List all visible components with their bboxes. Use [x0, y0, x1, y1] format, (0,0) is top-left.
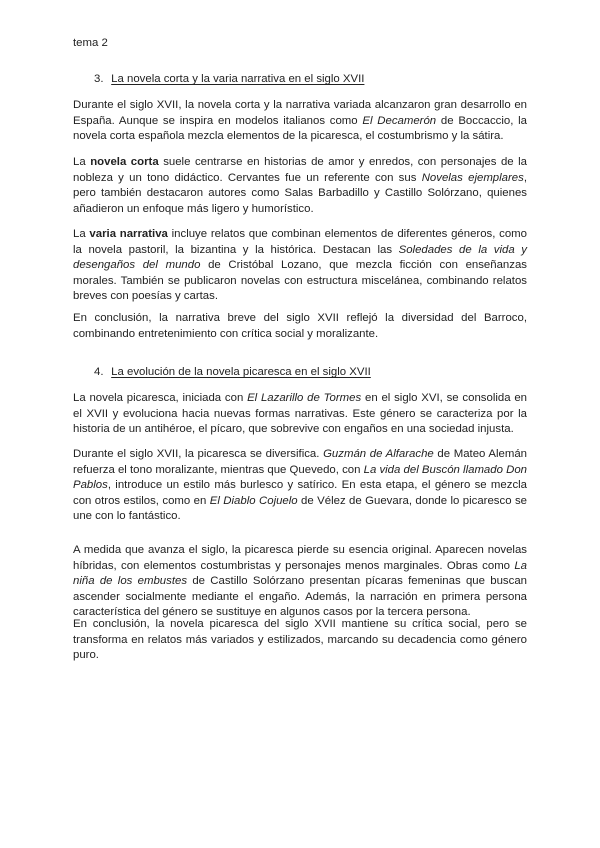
section-3-heading [94, 72, 364, 86]
text-run: de Castillo Solórzano presentan pícaras femeninas que buscan ascender socialmente mediante el engaño. Además, la narración en primera persona característica del género se sustituye en algunos casos por la tercera persona. [73, 575, 527, 619]
section-4-heading [94, 365, 371, 379]
section-3-number: 3. [94, 73, 104, 85]
text-run: de Mateo Alemán refuerza el tono moralizante, mientras que Quevedo, con [73, 448, 527, 476]
section-4-paragraph-2 [73, 447, 527, 525]
text-run: suele centrarse en historias de amor y enredos, con personajes de la nobleza y un tono didáctico. Cervantes fue un referente con sus [73, 156, 527, 184]
work-title: El Diablo Cojuelo [209, 494, 298, 507]
section-3-paragraph-1 [73, 98, 527, 145]
key-term: novela corta [90, 156, 159, 168]
section-3-paragraph-3 [73, 227, 527, 305]
page-header: tema 2 [73, 37, 108, 49]
text-run: , introduce un estilo más burlesco y satírico. En esta etapa, el género se mezcla con otros estilos, como en [73, 479, 527, 507]
section-4-paragraph-4: En conclusión, la novela picaresca del siglo XVII mantiene su crítica social, pero se transforma en relatos más variados y estilizados, marcando su decadencia como género puro. [73, 618, 527, 662]
work-title: Guzmán de Alfarache [323, 448, 434, 460]
work-title: El Lazarillo de Tormes [247, 392, 362, 404]
text-run: incluye relatos que combinan elementos de diferentes géneros, como la novela pastoril, la bizantina y la histórica. Destacan las [73, 228, 528, 256]
section-4-paragraph-3 [73, 543, 527, 621]
work-title: Novelas ejemplares [421, 171, 524, 184]
section-4-number: 4. [94, 366, 104, 378]
text-run: de Vélez de Guevara, donde lo picaresco se une con lo fantástico. [73, 494, 527, 523]
section-3-paragraph-2 [73, 155, 527, 217]
text-run: La novela picaresca, iniciada con [73, 392, 248, 404]
section-4-paragraph-1 [73, 391, 527, 438]
work-title: Soledades de la vida y desengaños del mundo [73, 243, 527, 272]
text-run: , pero también destacaron autores como Salas Barbadillo y Castillo Solórzano, quienes añadieron un enfoque más ligero y humorístico. [73, 171, 527, 215]
text-run: A medida que avanza el siglo, la picaresca pierde su esencia original. Aparecen novelas híbridas, con elementos costumbristas y personajes menos marginales. Obras como [73, 544, 527, 572]
section-3-title: La novela corta y la varia narrativa en el siglo XVII [111, 73, 365, 85]
key-term: varia narrativa [89, 228, 168, 240]
text-run: en el siglo XVI, se consolida en el XVII y evoluciona hacia nuevas formas narrativas. Este género se caracteriza por la historia de un antihéroe, el pícaro, que sobrevive con engaños en una sociedad injusta. [73, 392, 528, 436]
work-title: La vida del Buscón llamado Don Pablos [73, 463, 527, 492]
work-title: El Decamerón [362, 114, 437, 127]
section-4-title: La evolución de la novela picaresca en el siglo XVII [111, 366, 371, 378]
text-run: Durante el siglo XVII, la novela corta y la narrativa variada alcanzaron gran desarrollo en España. Aunque se inspira en modelos italianos como [73, 99, 527, 127]
text-run: La [73, 156, 91, 168]
work-title: La niña de los embustes [73, 559, 527, 588]
text-run: Durante el siglo XVII, la picaresca se diversifica. [73, 448, 324, 460]
text-run: de Cristóbal Lozano, que mezcla ficción con enseñanzas morales. También se publicaron novelas con estructura miscelánea, combinando relatos breves con poesías y cartas. [73, 259, 527, 303]
section-3-paragraph-4: En conclusión, la narrativa breve del siglo XVII reflejó la diversidad del Barroco, combinando entretenimiento con crítica social y moralizante. [73, 312, 527, 340]
text-run: de Boccaccio, la novela corta española mezcla elementos de la picaresca, el costumbrismo y la sátira. [73, 114, 528, 143]
text-run: La [73, 228, 90, 240]
